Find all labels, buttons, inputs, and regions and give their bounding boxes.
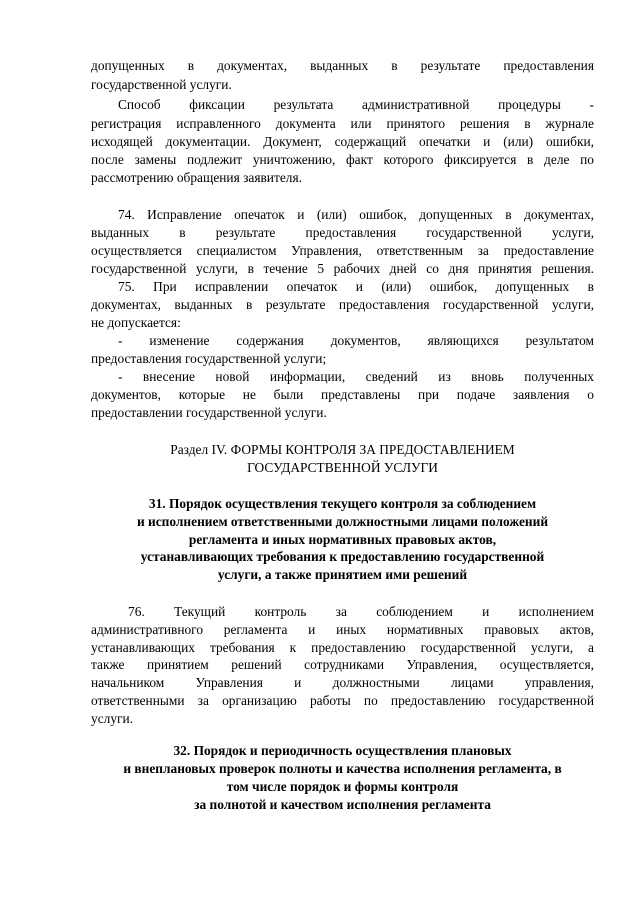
heading-32: и внеплановых проверок полноты и качества исполнения регламента, в <box>123 761 562 776</box>
paragraph-75-line: - изменение содержания документов, являющихся результатом <box>118 333 594 348</box>
paragraph-75-line: документов, которые не были представлены при подаче заявления о <box>91 387 594 402</box>
heading-31: 31. Порядок осуществления текущего контроля за соблюдением <box>148 496 537 511</box>
text-line: допущенных в документах, выданных в результате предоставления <box>91 58 594 73</box>
paragraph-74-line: осуществляется специалистом Управления, ответственным за предоставление <box>91 243 594 258</box>
section-title: ГОСУДАРСТВЕННОЙ УСЛУГИ <box>247 460 438 475</box>
paragraph-75-line: - внесение новой информации, сведений из вновь полученных <box>118 369 594 384</box>
heading-31: регламента и иных нормативных правовых актов, <box>188 532 497 547</box>
paragraph-76-line: также принятием решений сотрудниками Управления, осуществляется, <box>91 657 594 672</box>
paragraph-76-line: услуги. <box>91 711 134 726</box>
paragraph-74-line: 74. Исправление опечаток и (или) ошибок, допущенных в документах, <box>118 207 594 222</box>
text-line: государственной услуги. <box>91 77 232 92</box>
heading-32: за полнотой и качеством исполнения регламента <box>194 797 491 812</box>
text-line: Способ фиксации результата административной процедуры - <box>118 97 594 112</box>
paragraph-75-line: предоставлении государственной услуги. <box>91 405 327 420</box>
paragraph-75-line: не допускается: <box>91 315 181 330</box>
heading-32: том числе порядок и формы контроля <box>226 779 459 794</box>
paragraph-76-line: ответственными за организацию работы по предоставлению государственной <box>91 693 594 708</box>
text-line: после замены подлежит уничтожению, факт которого фиксируется в деле по <box>91 152 594 167</box>
paragraph-75-line: 75. При исправлении опечаток и (или) ошибок, допущенных в <box>118 279 594 294</box>
section-title: Раздел IV. ФОРМЫ КОНТРОЛЯ ЗА ПРЕДОСТАВЛЕНИЕМ <box>170 442 515 457</box>
paragraph-76-line: начальником Управления и должностными лицами управления, <box>91 675 594 690</box>
paragraph-76-line: 76. Текущий контроль за соблюдением и исполнением <box>128 604 594 619</box>
heading-32: 32. Порядок и периодичность осуществления плановых <box>173 743 512 758</box>
paragraph-76-line: административного регламента и иных нормативных правовых актов, <box>91 622 594 637</box>
heading-31: устанавливающих требования к предоставлению государственной <box>140 549 545 564</box>
paragraph-76-line: устанавливающих требования к предоставлению государственной услуги, а <box>91 640 594 655</box>
text-line: исходящей документации. Документ, содержащий опечатки и (или) ошибки, <box>91 134 594 149</box>
paragraph-74-line: выданных в результате предоставления государственной услуги, <box>91 225 594 240</box>
heading-31: и исполнением ответственными должностными лицами положений <box>136 514 549 529</box>
heading-31: услуги, а также принятием ими решений <box>217 567 468 582</box>
paragraph-75-line: предоставления государственной услуги; <box>91 351 327 366</box>
text-line: регистрация исправленного документа или принятого решения в журнале <box>91 116 594 131</box>
paragraph-75-line: документах, выданных в результате предоставления государственной услуги, <box>91 297 594 312</box>
text-line: рассмотрению обращения заявителя. <box>91 170 302 185</box>
paragraph-74-line: государственной услуги, в течение 5 рабочих дней со дня принятия решения. <box>91 261 594 276</box>
